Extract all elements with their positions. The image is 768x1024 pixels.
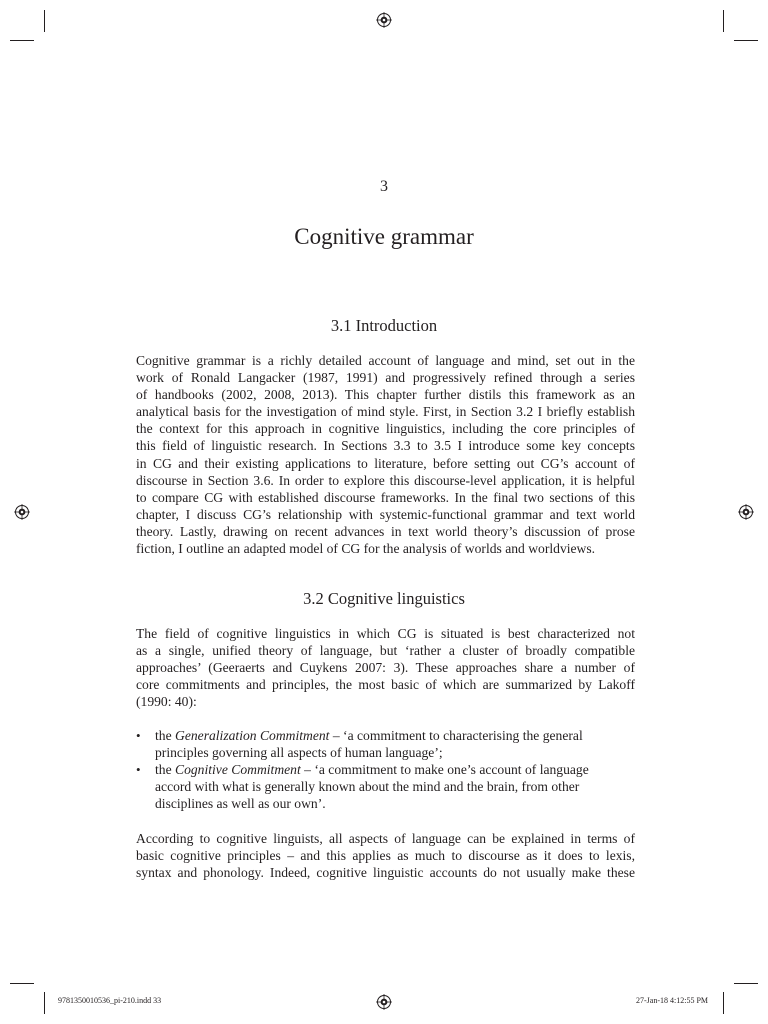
text-line: as a single, unified theory of language, but ‘rather a cluster of broadly compatible xyxy=(136,643,635,659)
registration-mark-icon xyxy=(14,504,30,520)
crop-mark-icon xyxy=(44,10,45,32)
bullet-icon: • xyxy=(136,728,141,743)
text-line: theory. Lastly, drawing on recent advances in text world theory’s discussion of prose xyxy=(136,523,635,539)
text-line: chapter, I discuss CG’s relationship with systemic-functional grammar and text world xyxy=(136,506,635,522)
crop-mark-icon xyxy=(734,40,758,41)
crop-mark-icon xyxy=(44,992,45,1014)
crop-mark-icon xyxy=(734,983,758,984)
bullet-icon: • xyxy=(136,762,141,778)
text-line: fiction, I outline an adapted model of CG for the analysis of worlds and worldviews. xyxy=(136,541,596,557)
text-line: syntax and phonology. Indeed, cognitive linguistic accounts do not usually make these xyxy=(136,865,635,881)
crop-mark-icon xyxy=(723,992,724,1014)
slug-timestamp: 27-Jan-18 4:12:55 PM xyxy=(636,996,708,1005)
crop-mark-icon xyxy=(10,40,34,41)
text-line: analytical basis for the investigation of mind style. First, in Section 3.2 I briefly establish xyxy=(136,404,635,420)
bullet-line: principles governing all aspects of human language’; xyxy=(155,745,443,761)
list-item xyxy=(136,727,635,761)
text-line: (1990: 40): xyxy=(136,694,197,710)
text-line: The field of cognitive linguistics in which CG is situated is best characterized not xyxy=(136,626,635,641)
registration-mark-icon xyxy=(376,994,392,1010)
bullet-line: disciplines as well as our own’. xyxy=(155,796,326,812)
registration-mark-icon xyxy=(738,504,754,520)
registration-mark-icon xyxy=(376,12,392,28)
section-heading-introduction: 3.1 Introduction xyxy=(330,316,438,335)
crop-mark-icon xyxy=(723,10,724,32)
text-line: core commitments and principles, the most basic of which are summarized by Lakoff xyxy=(136,677,635,693)
text-line: of handbooks (2002, 2008, 2013). This chapter further distils this framework as an xyxy=(136,387,635,403)
text-line: to compare CG with established discourse frameworks. In the final two sections of this xyxy=(136,489,635,505)
text-line: basic cognitive principles – and this applies as much to discourse as it does to lexis, xyxy=(136,848,635,864)
text-line: in CG and their existing applications to literature, before setting out CG’s account of xyxy=(136,455,635,471)
bullet-line: the Cognitive Commitment – ‘a commitment to make one’s account of language xyxy=(155,762,589,778)
list-item xyxy=(136,761,635,812)
text-line: According to cognitive linguists, all aspects of language can be explained in terms of xyxy=(136,831,635,846)
slug-file-name: 9781350010536_pi-210.indd 33 xyxy=(58,996,162,1005)
term: Cognitive Commitment xyxy=(175,762,301,778)
section-heading-cognitive-linguistics: 3.2 Cognitive linguistics xyxy=(303,589,465,608)
text-line: discourse in Section 3.6. In order to explore this discourse-level application, it is helpful xyxy=(136,472,635,488)
chapter-number: 3 xyxy=(380,178,388,195)
bullet-line: the Generalization Commitment – ‘a commitment to characterising the general xyxy=(155,728,583,743)
crop-mark-icon xyxy=(10,983,34,984)
text-line: this field of linguistic research. In Sections 3.3 to 3.5 I introduce some key concepts xyxy=(136,438,635,454)
commitments-list xyxy=(136,727,635,812)
cognitive-linguistics-paragraph xyxy=(136,625,635,710)
bullet-line: accord with what is generally known about the mind and the brain, from other xyxy=(155,779,580,795)
text-line: approaches’ (Geeraerts and Cuykens 2007: 3). These approaches share a number of xyxy=(136,660,635,676)
text-line: the context for this approach in cognitive linguistics, including the core principles of xyxy=(136,421,635,437)
term: Generalization Commitment xyxy=(175,728,330,743)
text-line: work of Ronald Langacker (1987, 1991) and progressively refined through a series xyxy=(136,370,635,386)
text-line: Cognitive grammar is a richly detailed account of language and mind, set out in the xyxy=(136,353,635,368)
closing-paragraph xyxy=(136,830,635,881)
introduction-paragraph xyxy=(136,352,635,557)
chapter-title: Cognitive grammar xyxy=(294,224,474,249)
